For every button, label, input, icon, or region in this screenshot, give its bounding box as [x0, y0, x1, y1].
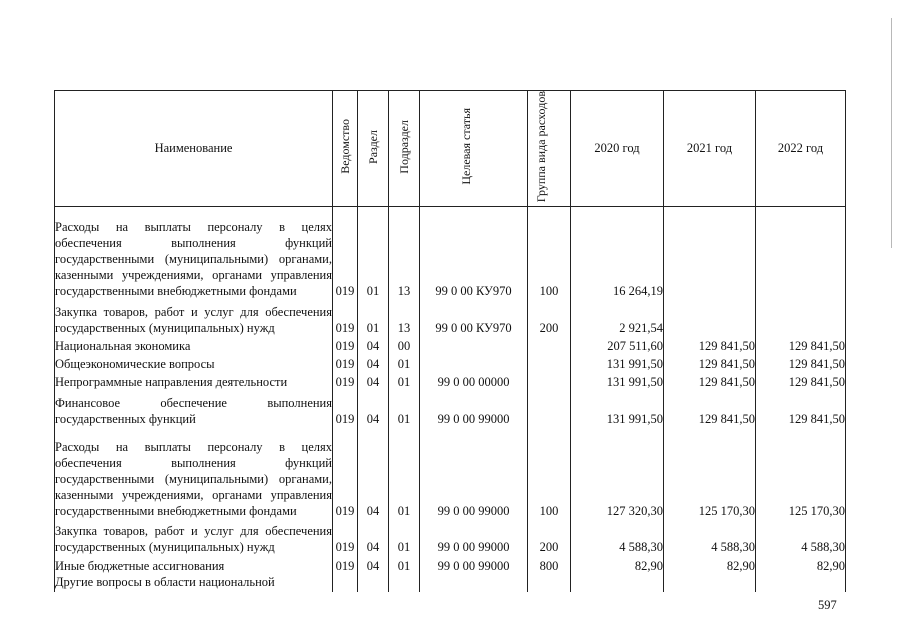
row-target-item: 99 0 00 99000 [420, 519, 528, 556]
table-row [55, 207, 846, 299]
row-subsection: 00 [389, 336, 420, 354]
table-row [55, 519, 846, 556]
row-target-item: 99 0 00 99000 [420, 390, 528, 427]
row-department [333, 574, 358, 592]
row-subsection: 01 [389, 427, 420, 519]
row-name: Национальная экономика [55, 336, 333, 354]
row-value-2022 [756, 299, 846, 336]
row-value-2020: 2 921,54 [571, 299, 664, 336]
row-value-2020: 131 991,50 [571, 390, 664, 427]
row-target-item: 99 0 00 КУ970 [420, 207, 528, 299]
row-value-2022 [756, 207, 846, 299]
row-subsection: 01 [389, 519, 420, 556]
row-value-2020: 131 991,50 [571, 372, 664, 390]
row-expense-group [528, 354, 571, 372]
table-row [55, 354, 846, 372]
row-department: 019 [333, 555, 358, 573]
page-number: 597 [818, 598, 837, 612]
row-value-2022: 129 841,50 [756, 372, 846, 390]
row-value-2021 [664, 574, 756, 592]
row-name: Расходы на выплаты персоналу в целях обеспечения выполнения функций государственными (муниципальными) органами, казенными учреждениями, органами управления государственными внебюджетными фондами [55, 427, 333, 519]
row-value-2022: 4 588,30 [756, 519, 846, 556]
row-value-2020: 127 320,30 [571, 427, 664, 519]
row-value-2021: 129 841,50 [664, 372, 756, 390]
row-expense-group [528, 372, 571, 390]
row-name: Финансовое обеспечение выполнения государственных функций [55, 390, 333, 427]
row-department: 019 [333, 299, 358, 336]
header-department: Ведомство [333, 91, 358, 207]
table-row [55, 299, 846, 336]
row-value-2021: 4 588,30 [664, 519, 756, 556]
row-name: Непрограммные направления деятельности [55, 372, 333, 390]
row-value-2020 [571, 574, 664, 592]
row-name: Закупка товаров, работ и услуг для обеспечения государственных (муниципальных) нужд [55, 299, 333, 336]
row-name: Закупка товаров, работ и услуг для обеспечения государственных (муниципальных) нужд [55, 519, 333, 556]
row-department: 019 [333, 207, 358, 299]
row-section: 01 [358, 207, 389, 299]
row-value-2021: 129 841,50 [664, 390, 756, 427]
row-target-item [420, 354, 528, 372]
row-department: 019 [333, 427, 358, 519]
row-value-2020: 131 991,50 [571, 354, 664, 372]
table-row [55, 574, 846, 592]
row-value-2022: 82,90 [756, 555, 846, 573]
table-row [55, 427, 846, 519]
row-name: Расходы на выплаты персоналу в целях обеспечения выполнения функций государственными (муниципальными) органами, казенными учреждениями, органами управления государственными внебюджетными фондами [55, 207, 333, 299]
row-target-item [420, 574, 528, 592]
table-row [55, 372, 846, 390]
header-target-item: Целевая статья [420, 91, 528, 207]
row-expense-group: 200 [528, 519, 571, 556]
row-expense-group: 100 [528, 427, 571, 519]
row-department: 019 [333, 390, 358, 427]
row-target-item: 99 0 00 99000 [420, 427, 528, 519]
row-expense-group: 200 [528, 299, 571, 336]
table-row [55, 390, 846, 427]
row-name: Иные бюджетные ассигнования [55, 555, 333, 573]
row-value-2021: 129 841,50 [664, 354, 756, 372]
row-expense-group [528, 336, 571, 354]
row-section: 04 [358, 519, 389, 556]
row-department: 019 [333, 519, 358, 556]
row-section: 04 [358, 372, 389, 390]
header-2022: 2022 год [756, 91, 846, 207]
header-expense-group: Группа вида расходов [528, 91, 571, 207]
row-expense-group: 100 [528, 207, 571, 299]
row-expense-group: 800 [528, 555, 571, 573]
row-subsection [389, 574, 420, 592]
row-subsection: 01 [389, 390, 420, 427]
header-2021: 2021 год [664, 91, 756, 207]
budget-table [54, 90, 846, 592]
row-section: 04 [358, 336, 389, 354]
row-section: 04 [358, 354, 389, 372]
row-value-2020: 16 264,19 [571, 207, 664, 299]
scan-edge-line [891, 18, 892, 248]
row-subsection: 13 [389, 207, 420, 299]
row-target-item: 99 0 00 00000 [420, 372, 528, 390]
row-subsection: 13 [389, 299, 420, 336]
header-subsection: Подраздел [389, 91, 420, 207]
row-value-2022: 129 841,50 [756, 354, 846, 372]
row-section: 04 [358, 427, 389, 519]
row-value-2021 [664, 299, 756, 336]
row-value-2020: 4 588,30 [571, 519, 664, 556]
row-subsection: 01 [389, 354, 420, 372]
row-subsection: 01 [389, 372, 420, 390]
row-value-2022: 125 170,30 [756, 427, 846, 519]
row-value-2021: 82,90 [664, 555, 756, 573]
row-expense-group [528, 574, 571, 592]
row-section: 04 [358, 390, 389, 427]
row-value-2020: 82,90 [571, 555, 664, 573]
header-2020: 2020 год [571, 91, 664, 207]
row-value-2022: 129 841,50 [756, 336, 846, 354]
row-value-2021 [664, 207, 756, 299]
row-target-item [420, 336, 528, 354]
header-row [55, 91, 846, 207]
row-expense-group [528, 390, 571, 427]
header-name: Наименование [55, 91, 333, 207]
row-name: Общеэкономические вопросы [55, 354, 333, 372]
row-value-2022 [756, 574, 846, 592]
row-value-2020: 207 511,60 [571, 336, 664, 354]
table-row [55, 336, 846, 354]
row-department: 019 [333, 336, 358, 354]
row-value-2022: 129 841,50 [756, 390, 846, 427]
row-section: 01 [358, 299, 389, 336]
row-department: 019 [333, 372, 358, 390]
row-name: Другие вопросы в области национальной [55, 574, 333, 592]
table-row [55, 555, 846, 573]
row-subsection: 01 [389, 555, 420, 573]
row-target-item: 99 0 00 КУ970 [420, 299, 528, 336]
row-department: 019 [333, 354, 358, 372]
header-section: Раздел [358, 91, 389, 207]
row-section: 04 [358, 555, 389, 573]
row-value-2021: 125 170,30 [664, 427, 756, 519]
row-target-item: 99 0 00 99000 [420, 555, 528, 573]
row-value-2021: 129 841,50 [664, 336, 756, 354]
row-section [358, 574, 389, 592]
